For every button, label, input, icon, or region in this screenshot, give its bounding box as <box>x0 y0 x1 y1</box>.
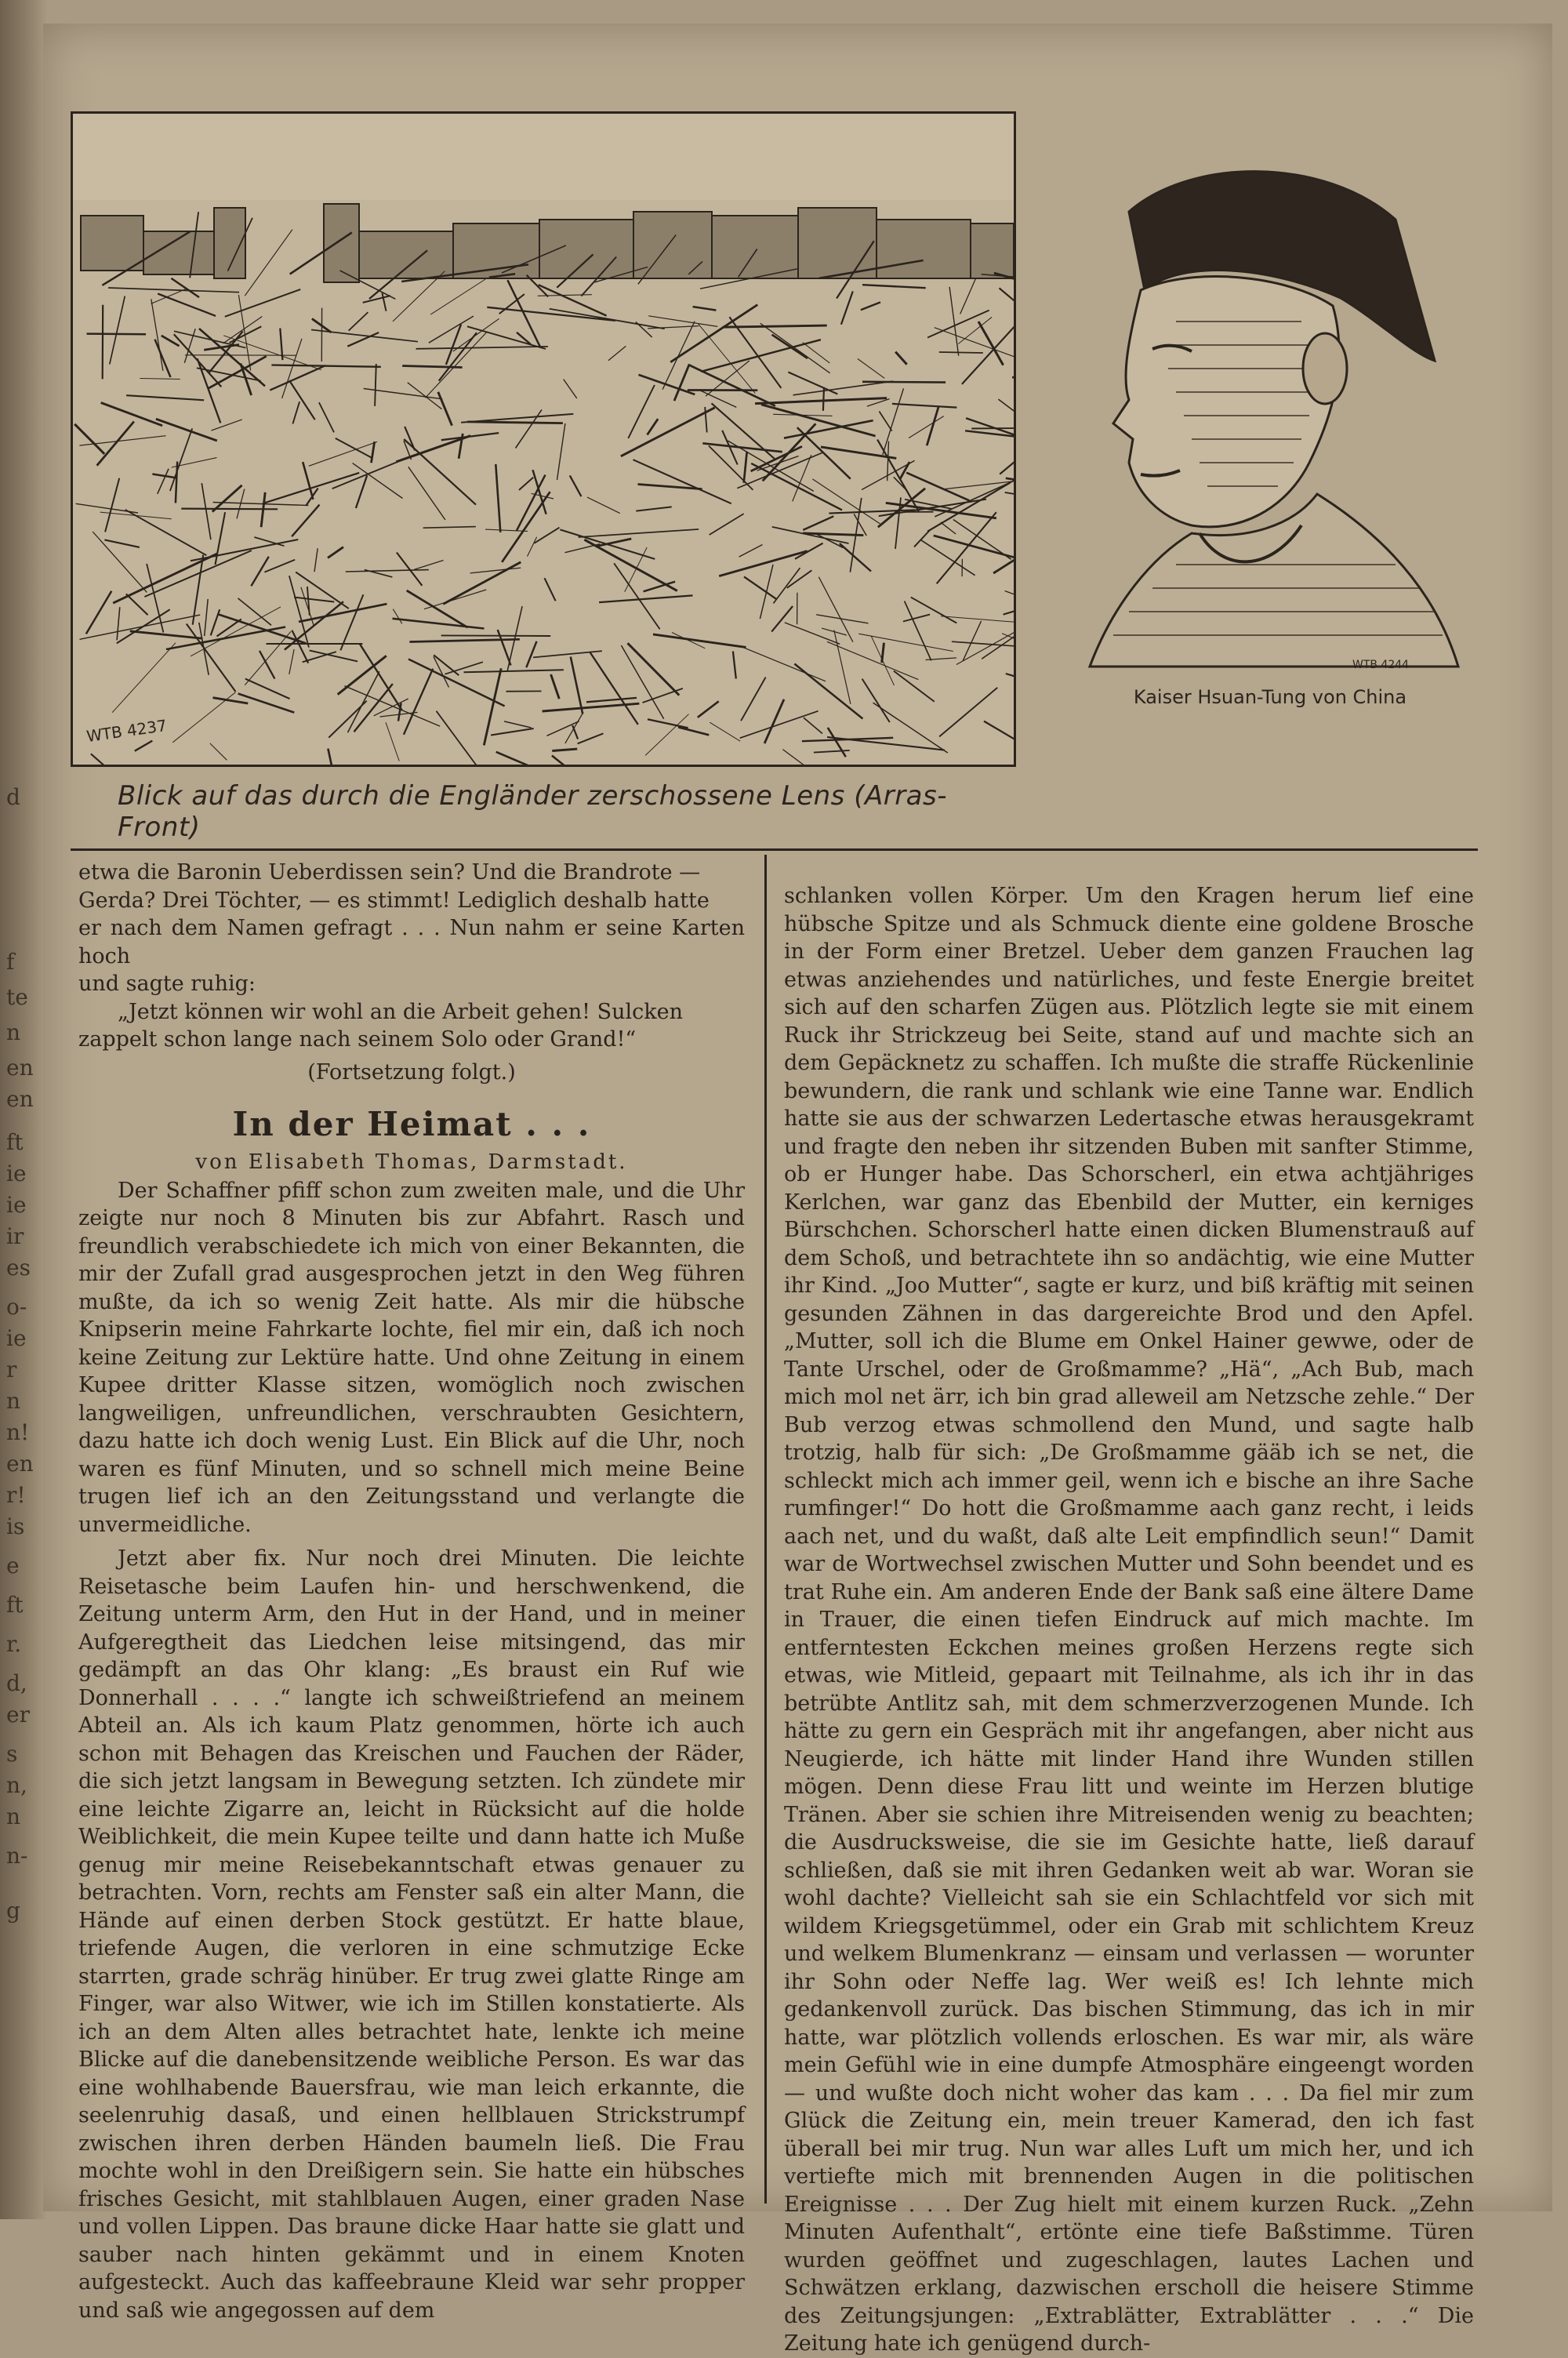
continuation-note: (Fortsetzung folgt.) <box>78 1059 745 1087</box>
gutter-fragment: ie <box>6 1192 27 1218</box>
gutter-fragment: e <box>6 1553 20 1579</box>
emperor-portrait <box>1066 165 1474 682</box>
gutter-fragment: d, <box>6 1670 27 1696</box>
gutter-fragment: is <box>6 1513 24 1539</box>
right-column <box>784 882 1474 2358</box>
gutter-fragment: en <box>6 1086 34 1112</box>
gutter-fragment: ir <box>6 1223 24 1249</box>
ruins-illustration <box>71 111 1016 767</box>
gutter-fragment: er <box>6 1702 30 1728</box>
story-paragraph-1: Der Schaffner pfiff schon zum zweiten male, und die Uhr zeigte nur noch 8 Minuten bis zur Abfahrt. Rasch und freundlich verabschiedete ich mich von einer Bekannten, die mir der Zufall grad ausgesprochen jetzt in den Weg führen mußte, da ich so wenig Zeit hatte. Als mir die hübsche Knipserin meine Fahrkarte lochte, fiel mir ein, daß ich noch keine Zeitung zur Lektüre hatte. Und ohne Zeitung in einem Kupee dritter Klasse sitzen, womöglich noch zwischen langweiligen, unfreundlichen, verschraubten Gesichtern, dazu hatte ich doch wenig Lust. Ein Blick auf die Uhr, noch waren es fünf Minuten, und so schnell mich meine Beine trugen lief ich an den Zeitungsstand und verlangte die unvermeidliche. <box>78 1177 745 1539</box>
ruins-drawing <box>73 114 1014 765</box>
ruins-caption: Blick auf das durch die Engländer zerschossene Lens (Arras-Front) <box>118 780 996 843</box>
gutter-fragment: r. <box>6 1631 21 1657</box>
gutter-fragment: ft <box>6 1592 24 1618</box>
portrait-drawing <box>1066 165 1474 682</box>
gutter-fragment: ie <box>6 1161 27 1186</box>
portrait-photo-tag: WTB 4244 <box>1352 659 1409 671</box>
gutter-fragment: en <box>6 1055 34 1081</box>
gutter-fragment: n <box>6 1019 20 1045</box>
story-paragraph-2: Jetzt aber fix. Nur noch drei Minuten. Die leichte Reisetasche beim Laufen hin- und herschwenkend, die Zeitung unterm Arm, den Hut in der Hand, und in meiner Aufgeregtheit das Liedchen leise mitsingend, das mir gedämpft an das Ohr klang: „Es braust ein Ruf wie Donnerhall . . . .“ langte ich schweißtriefend an meinem Abteil an. Als ich kaum Platz genommen, hörte ich auch schon mit Behagen das Kreischen und Fauchen der Räder, die sich jetzt langsam in Bewegung setzten. Ich zündete mir eine leichte Zigarre an, leicht in Rücksicht auf die holde Weiblichkeit, die mein Kupee teilte und dann hatte ich Muße genug mir meine Reisebekanntschaft etwas genauer zu betrachten. Vorn, rechts am Fenster saß ein alter Mann, die Hände auf einen derben Stock gestützt. Er hatte blaue, triefende Augen, die verloren in eine schmutzige Ecke starrten, grade schräg hinüber. Er trug zwei glatte Ringe am Finger, war also Witwer, wie ich im Stillen konstatierte. Als ich an dem Alten alles betrachtet hate, lenkte ich meine Blicke auf die danebensitzende weibliche Person. Es war das eine wohlhabende Bauersfrau, wie man leich erkannte, die seelenruhig dasaß, und einen hellblauen Strickstrumpf zwischen ihren derben Händen baumeln ließ. Die Frau mochte wohl in den Dreißigern sein. Sie hatte ein hübsches frisches Gesicht, mit stahlblauen Augen, einer graden Nase und vollen Lippen. Das braune dicke Haar hatte sie glatt und sauber nach hinten gekämmt und in einem Knoten aufgesteckt. Auch das kaffeebraune Kleid war sehr propper und saß wie angegossen auf dem <box>78 1545 745 2324</box>
continued-line-1: etwa die Baronin Ueberdissen sein? Und die Brandrote — <box>78 859 745 887</box>
gutter-fragment: en <box>6 1451 34 1477</box>
gutter-fragment: n <box>6 1388 20 1414</box>
gutter-fragment: es <box>6 1255 31 1281</box>
gutter-fragment: n- <box>6 1843 28 1869</box>
gutter-fragment: n! <box>6 1419 29 1445</box>
continued-line-2: Gerda? Drei Töchter, — es stimmt! Lediglich deshalb hatte <box>78 887 745 915</box>
continued-line-4: und sagte ruhig: <box>78 970 745 998</box>
story-paragraph-3: schlanken vollen Körper. Um den Kragen herum lief eine hübsche Spitze und als Schmuck diente eine goldene Brosche in der Form einer Bretzel. Ueber dem ganzen Frauchen lag etwas anziehendes und natürliches, und feste Energie breitet sich auf den scharfen Zügen aus. Plötzlich legte sie mit einem Ruck ihr Strickzeug bei Seite, stand auf und machte sich an dem Gepäcknetz zu schaffen. Ich mußte die straffe Rückenlinie bewundern, die rank und schlank wie eine Tanne war. Endlich hatte sie aus der schwarzen Ledertasche etwas herausgekramt und fragte den neben ihr sitzenden Buben mit sanfter Stimme, ob er Hunger habe. Das Schorscherl, ein etwa achtjähriges Kerlchen, war ganz das Ebenbild der Mutter, ein kerniges Bürschchen. Schorscherl hatte einen dicken Blumenstrauß auf dem Schoß, und betrachtete ihn so andächtig, wie eine Mutter ihr Kind. „Joo Mutter“, sagte er kurz, und biß kräftig mit seinen gesunden Zähnen in das dargereichte Brod und den Apfel. „Mutter, soll ich die Blume em Onkel Hainer gewwe, oder de Tante Urschel, oder de Großmamme? „Hä“, „Ach Bub, mach mich mol net ärr, ich bin grad alleweil am Netzsche zehle.“ Der Bub verzog etwas schmollend den Mund, und sagte halb trotzig, halb für sich: „De Großmamme gääb ich se net, die schleckt mich ach immer geil, wenn ich e bische an ihre Sache rumfinger!“ Do hott die Großmamme aach ganz recht, i leids aach net, und du waßt, daß alte Leit empfindlich seun!“ Damit war de Wortwechsel zwischen Mutter und Sohn beendet und es trat Ruhe ein. Am anderen Ende der Bank saß eine ältere Dame in Trauer, die einen tiefen Eindruck auf mich machte. Im entferntesten Eckchen meines großen Herzens regte sich etwas, wie Mitleid, gepaart mit Teilnahme, als ich ihr in das betrübte Antlitz sah, mit dem schmerzverzogenen Munde. Ich hätte zu gern ein Gespräch mit ihr angefangen, aber nicht aus Neugierde, ich hätte mit linder Hand ihre Wunden stillen mögen. Denn diese Frau litt und weinte im Herzen blutige Tränen. Aber sie schien ihre Mitreisenden wenig zu beachten; die Ausdrucksweise, die sie im Gesichte hatte, ließ darauf schließen, daß sie mit ihren Gedanken weit ab war. Woran sie wohl dachte? Vielleicht sah sie ein Schlachtfeld vor sich mit wildem Kriegsgetümmel, oder ein Grab mit schlichtem Kreuz und welkem Blumenkranz — einsam und verlassen — worunter ihr Sohn oder Neffe lag. Wer weiß es! Ich lehnte mich gedankenvoll zurück. Das bischen Stimmung, das ich in mir hatte, war plötzlich vollends erloschen. Es war mir, als wäre mein Gefühl wie in eine dumpfe Atmosphäre eingeengt worden — und wußte doch nicht woher das kam . . . Da fiel mir zum Glück die Zeitung ein, mein treuer Kamerad, den ich fast überall bei mir trug. Nun war alles Luft um mich her, und ich vertiefte mich mit brennenden Augen in die politischen Ereignisse . . . Der Zug hielt mit einem kurzen Ruck. „Zehn Minuten Aufenthalt“, ertönte eine tiefe Baßstimme. Türen wurden geöffnet und zugeschlagen, lautes Lachen und Schwätzen erklang, dazwischen erscholl die heisere Stimme des Zeitungsjungen: „Extrablätter, Extrablätter . . .“ Die Zeitung hate ich genügend durch- <box>784 882 1474 2358</box>
gutter-fragment: te <box>6 984 28 1010</box>
section-divider <box>71 848 1478 851</box>
gutter-fragment: n, <box>6 1772 27 1798</box>
story-title: In der Heimat . . . <box>78 1105 745 1144</box>
gutter-fragment: n <box>6 1804 20 1829</box>
left-column <box>78 859 745 2324</box>
gutter-fragment: r! <box>6 1482 26 1508</box>
continued-line-3: er nach dem Namen gefragt . . . Nun nahm er seine Karten hoch <box>78 914 745 970</box>
ruins-photo-tag: WTB 4237 <box>85 716 168 746</box>
story-byline: von Elisabeth Thomas, Darmstadt. <box>78 1149 745 1177</box>
gutter-fragment: d <box>6 784 20 810</box>
gutter-fragment: g <box>6 1898 20 1924</box>
gutter-fragment: ie <box>6 1325 27 1351</box>
continued-line-5: „Jetzt können wir wohl an die Arbeit gehen! Sulcken <box>78 998 745 1026</box>
page-gutter <box>0 0 47 2219</box>
gutter-fragment: o- <box>6 1294 27 1320</box>
gutter-fragment: r <box>6 1357 16 1382</box>
gutter-fragment: ft <box>6 1129 24 1155</box>
gutter-fragment: s <box>6 1741 17 1767</box>
column-divider <box>764 855 767 2204</box>
continued-line-6: zappelt schon lange nach seinem Solo oder Grand!“ <box>78 1026 745 1054</box>
gutter-fragment: f <box>6 949 14 975</box>
portrait-caption: Kaiser Hsuan-Tung von China <box>1105 686 1435 708</box>
